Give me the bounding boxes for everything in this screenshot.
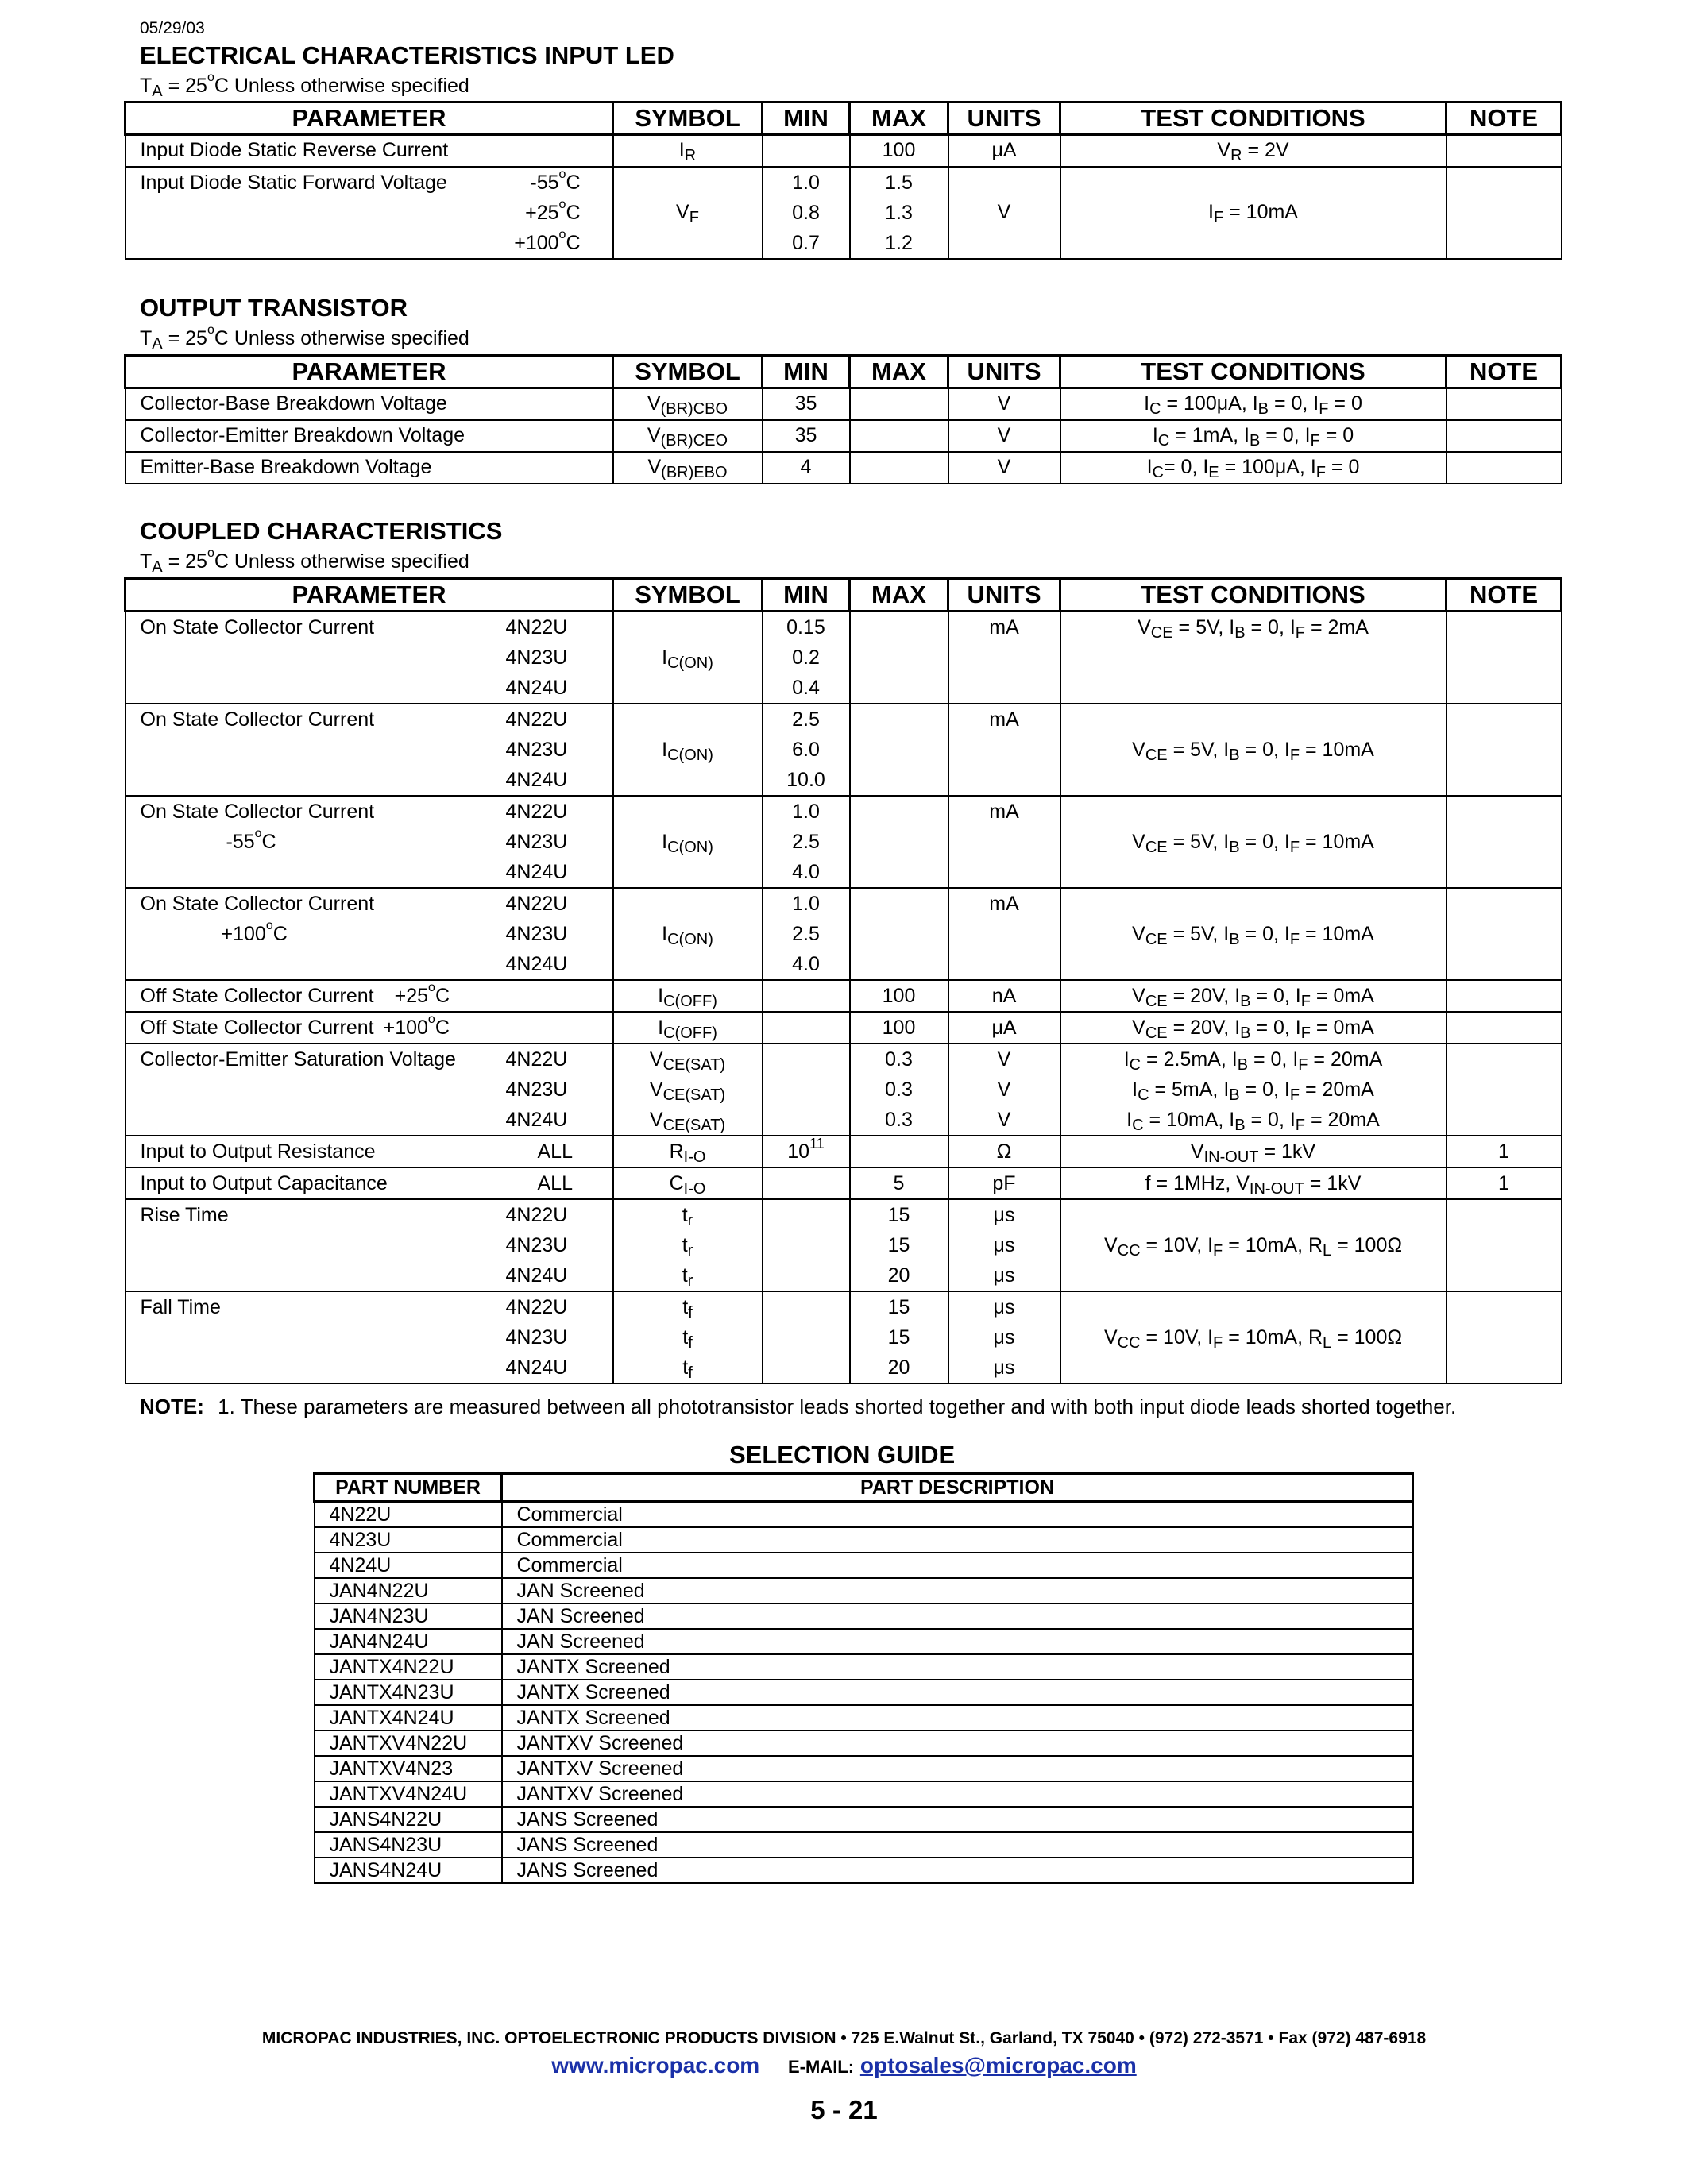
table-header-row (315, 1474, 1413, 1502)
max-cell (850, 452, 948, 484)
parameter-cell: On State Collector Current 4N22U $+100^oC$ 4N23U 4N24U (126, 888, 613, 980)
units-cell: μs μs μs (948, 1291, 1060, 1383)
parameter-cell: Emitter-Base Breakdown Voltage (126, 452, 613, 484)
part-number-cell: JANTX4N23U (315, 1680, 502, 1705)
table-row (315, 1781, 1413, 1807)
table-row (126, 452, 1562, 484)
part-number-cell: 4N23U (315, 1527, 502, 1553)
part-number-cell: JANTX4N24U (315, 1705, 502, 1731)
footnote-text: 1. These parameters are measured between all phototransistor leads shorted together and with both input diode leads shorted together. (218, 1395, 1457, 1418)
test-conditions-cell: $V_{CE} = 5V$, $I_B = 0$, $I_F = 10mA$ (1060, 888, 1447, 980)
ambient-temperature-note-output: $T_A = 25^oC$ Unless otherwise specified (140, 323, 469, 353)
symbol-cell: $V_{(BR)CBO}$ (613, 388, 763, 420)
min-cell: 1.0 2.5 4.0 (763, 796, 850, 888)
note-cell (1447, 888, 1562, 980)
footnote-label: NOTE: (140, 1395, 204, 1418)
part-number-cell: JANTXV4N22U (315, 1731, 502, 1756)
col-header-max: MAX (850, 579, 948, 612)
min-cell (763, 1167, 850, 1199)
output-transistor-table (124, 354, 1562, 484)
test-conditions-cell: $V_{CE} = 5V$, $I_B = 0$, $I_F = 2mA$ (1060, 612, 1447, 704)
table-row (126, 1044, 1562, 1136)
max-cell (850, 704, 948, 796)
units-cell: V (948, 167, 1060, 259)
part-description-cell: JANTX Screened (502, 1654, 1413, 1680)
units-cell: mA (948, 704, 1060, 796)
ambient-temperature-note-led: $T_A = 25^oC$ Unless otherwise specified (140, 71, 469, 100)
min-cell: 4 (763, 452, 850, 484)
units-cell: V (948, 388, 1060, 420)
note-cell (1447, 612, 1562, 704)
table-row (126, 796, 1562, 888)
units-cell: pF (948, 1167, 1060, 1199)
col-header-parameter: PARAMETER (126, 356, 613, 388)
min-cell: 0.15 0.2 0.4 (763, 612, 850, 704)
test-conditions-cell: f = 1MHz, $V_{IN-OUT} = 1kV$ (1060, 1167, 1447, 1199)
table-row (315, 1756, 1413, 1781)
note-cell (1447, 135, 1562, 167)
test-conditions-cell: $V_{CE} = 5V$, $I_B = 0$, $I_F = 10mA$ (1060, 704, 1447, 796)
parameter-cell: On State Collector Current 4N22U 4N23U 4N24U (126, 704, 613, 796)
part-description-cell: JANS Screened (502, 1832, 1413, 1858)
part-description-cell: JAN Screened (502, 1603, 1413, 1629)
table-row (126, 135, 1562, 167)
col-header-units: UNITS (948, 579, 1060, 612)
units-cell: mA (948, 796, 1060, 888)
max-cell: 0.3 0.3 0.3 (850, 1044, 948, 1136)
note-cell (1447, 420, 1562, 452)
coupled-characteristics-table (124, 577, 1562, 1384)
note-cell (1447, 388, 1562, 420)
units-cell: μA (948, 135, 1060, 167)
note-cell (1447, 452, 1562, 484)
min-cell (763, 135, 850, 167)
part-description-cell: JAN Screened (502, 1578, 1413, 1603)
col-header-note: NOTE (1447, 579, 1562, 612)
part-number-cell: JANTXV4N23 (315, 1756, 502, 1781)
max-cell (850, 612, 948, 704)
symbol-cell: $I_{C(OFF)}$ (613, 980, 763, 1012)
table-row (315, 1654, 1413, 1680)
col-header-symbol: SYMBOL (613, 102, 763, 135)
table-row (315, 1553, 1413, 1578)
symbol-cell: $V_{CE(SAT)}$ $V_{CE(SAT)}$ $V_{CE(SAT)}$ (613, 1044, 763, 1136)
part-number-cell: 4N22U (315, 1502, 502, 1528)
symbol-cell: $I_{C(ON)}$ (613, 704, 763, 796)
test-conditions-cell: $I_F = 10mA$ (1060, 167, 1447, 259)
col-header-units: UNITS (948, 102, 1060, 135)
table-row (126, 612, 1562, 704)
symbol-cell: $V_{(BR)CEO}$ (613, 420, 763, 452)
test-conditions-cell: $I_C = 1mA$, $I_B = 0$, $I_F = 0$ (1060, 420, 1447, 452)
units-cell: mA (948, 612, 1060, 704)
note-cell (1447, 167, 1562, 259)
test-conditions-cell: $I_C = 100\mu A$, $I_B = 0$, $I_F = 0$ (1060, 388, 1447, 420)
col-header-test-conditions: TEST CONDITIONS (1060, 579, 1447, 612)
table-row (315, 1807, 1413, 1832)
table-header-row (126, 356, 1562, 388)
selection-guide-table (313, 1472, 1414, 1884)
min-cell (763, 1291, 850, 1383)
parameter-cell: Collector-Emitter Saturation Voltage 4N22U 4N23U 4N24U (126, 1044, 613, 1136)
symbol-cell: $I_R$ (613, 135, 763, 167)
test-conditions-cell: $V_{CC} = 10V$, $I_F = 10mA$, $R_L = 100\Omega$ (1060, 1291, 1447, 1383)
table-row (126, 1012, 1562, 1044)
note-cell (1447, 1199, 1562, 1291)
table-row (315, 1603, 1413, 1629)
col-header-units: UNITS (948, 356, 1060, 388)
test-conditions-cell: $V_{CC} = 10V$, $I_F = 10mA$, $R_L = 100\Omega$ (1060, 1199, 1447, 1291)
table-row (315, 1629, 1413, 1654)
note-cell (1447, 1012, 1562, 1044)
col-header-min: MIN (763, 356, 850, 388)
part-number-cell: JANS4N24U (315, 1858, 502, 1883)
table-header-row (126, 102, 1562, 135)
table-row (315, 1858, 1413, 1883)
website-link[interactable]: www.micropac.com (551, 2053, 760, 2078)
note-cell (1447, 704, 1562, 796)
symbol-cell: $t_r$ $t_r$ $t_r$ (613, 1199, 763, 1291)
symbol-cell: $V_{(BR)EBO}$ (613, 452, 763, 484)
part-description-cell: JANTXV Screened (502, 1756, 1413, 1781)
table-row (126, 420, 1562, 452)
parameter-cell: Input to Output Capacitance ALL (126, 1167, 613, 1199)
contact-line (0, 2053, 1688, 2078)
col-header-max: MAX (850, 356, 948, 388)
part-number-cell: JANTXV4N24U (315, 1781, 502, 1807)
part-description-cell: JAN Screened (502, 1629, 1413, 1654)
min-cell (763, 1012, 850, 1044)
parameter-cell: Input Diode Static Forward Voltage $-55^oC$ $+25^oC$ $+100^oC$ (126, 167, 613, 259)
min-cell: 1.0 2.5 4.0 (763, 888, 850, 980)
part-number-cell: JAN4N22U (315, 1578, 502, 1603)
part-number-cell: JANS4N22U (315, 1807, 502, 1832)
max-cell: 100 (850, 1012, 948, 1044)
part-description-cell: Commercial (502, 1527, 1413, 1553)
test-conditions-cell: $V_{CE} = 20V$, $I_B = 0$, $I_F = 0mA$ (1060, 980, 1447, 1012)
min-cell (763, 1199, 850, 1291)
min-cell: $10^{11}$ (763, 1136, 850, 1167)
input-led-table (124, 101, 1562, 260)
table-row (126, 888, 1562, 980)
part-description-cell: JANS Screened (502, 1858, 1413, 1883)
part-number-cell: JANTX4N22U (315, 1654, 502, 1680)
email-link[interactable]: optosales@micropac.com (859, 2053, 1137, 2078)
units-cell: μA (948, 1012, 1060, 1044)
table-row (315, 1705, 1413, 1731)
max-cell: 15 15 20 (850, 1291, 948, 1383)
min-cell (763, 1044, 850, 1136)
parameter-cell: Off State Collector Current $+100^oC$ (126, 1012, 613, 1044)
company-address: MICROPAC INDUSTRIES, INC. OPTOELECTRONIC PRODUCTS DIVISION • 725 E.Walnut St., Garland, TX 75040 • (972) 272-3571 • Fax (972) 487-6918 (261, 2029, 1427, 2047)
note-cell: 1 (1447, 1136, 1562, 1167)
parameter-cell: Input Diode Static Reverse Current (126, 135, 613, 167)
col-header-part-description: PART DESCRIPTION (502, 1474, 1413, 1502)
max-cell (850, 420, 948, 452)
table-row (126, 980, 1562, 1012)
parameter-cell: On State Collector Current 4N22U -55$^o$C 4N23U 4N24U (126, 796, 613, 888)
col-header-note: NOTE (1447, 102, 1562, 135)
test-conditions-cell: $V_{IN-OUT} = 1kV$ (1060, 1136, 1447, 1167)
table-row (315, 1731, 1413, 1756)
table-row (315, 1502, 1413, 1528)
table-row (315, 1832, 1413, 1858)
note-cell (1447, 1044, 1562, 1136)
parameter-cell: Collector-Base Breakdown Voltage (126, 388, 613, 420)
parameter-cell: Fall Time 4N22U 4N23U 4N24U (126, 1291, 613, 1383)
table-row (126, 167, 1562, 259)
max-cell (850, 388, 948, 420)
units-cell: mA (948, 888, 1060, 980)
col-header-symbol: SYMBOL (613, 356, 763, 388)
col-header-part-number: PART NUMBER (315, 1474, 502, 1502)
units-cell: V (948, 420, 1060, 452)
part-number-cell: JAN4N24U (315, 1629, 502, 1654)
table-row (126, 1199, 1562, 1291)
revision-date: 05/29/03 (140, 19, 205, 37)
part-number-cell: 4N24U (315, 1553, 502, 1578)
units-cell: Ω (948, 1136, 1060, 1167)
col-header-note: NOTE (1447, 356, 1562, 388)
part-description-cell: JANTXV Screened (502, 1731, 1413, 1756)
max-cell (850, 1136, 948, 1167)
symbol-cell: $I_{C(ON)}$ (613, 612, 763, 704)
col-header-test-conditions: TEST CONDITIONS (1060, 102, 1447, 135)
max-cell: 100 (850, 135, 948, 167)
units-cell: V V V (948, 1044, 1060, 1136)
test-conditions-cell: $V_{CE} = 20V$, $I_B = 0$, $I_F = 0mA$ (1060, 1012, 1447, 1044)
selection-guide-title: SELECTION GUIDE (729, 1441, 956, 1468)
min-cell: 35 (763, 420, 850, 452)
units-cell: μs μs μs (948, 1199, 1060, 1291)
units-cell: V (948, 452, 1060, 484)
page-number: 5 - 21 (810, 2095, 878, 2124)
table-row (126, 1291, 1562, 1383)
footnote (140, 1395, 1456, 1419)
test-conditions-cell: $I_C = 2.5mA$, $I_B = 0$, $I_F = 20mA$ $I_C = 5mA$, $I_B = 0$, $I_F = 20mA$ $I_C = 10mA$, $I_B = 0$, $I_F = 20mA$ (1060, 1044, 1447, 1136)
col-header-max: MAX (850, 102, 948, 135)
col-header-min: MIN (763, 102, 850, 135)
parameter-cell: Input to Output Resistance ALL (126, 1136, 613, 1167)
section-title-input-led: ELECTRICAL CHARACTERISTICS INPUT LED (140, 41, 674, 69)
max-cell: 15 15 20 (850, 1199, 948, 1291)
min-cell: 1.0 0.8 0.7 (763, 167, 850, 259)
col-header-min: MIN (763, 579, 850, 612)
section-title-output-transistor: OUTPUT TRANSISTOR (140, 294, 408, 322)
table-row (126, 1167, 1562, 1199)
table-header-row (126, 579, 1562, 612)
max-cell (850, 888, 948, 980)
symbol-cell: $I_{C(ON)}$ (613, 888, 763, 980)
test-conditions-cell: $V_R = 2V$ (1060, 135, 1447, 167)
col-header-test-conditions: TEST CONDITIONS (1060, 356, 1447, 388)
table-row (126, 704, 1562, 796)
part-description-cell: Commercial (502, 1502, 1413, 1528)
table-row (315, 1527, 1413, 1553)
email-label: E-MAIL: (787, 2057, 855, 2077)
max-cell: 5 (850, 1167, 948, 1199)
symbol-cell: $R_{I-O}$ (613, 1136, 763, 1167)
symbol-cell: $C_{I-O}$ (613, 1167, 763, 1199)
symbol-cell: $t_f$ $t_f$ $t_f$ (613, 1291, 763, 1383)
note-cell (1447, 796, 1562, 888)
symbol-cell: $I_{C(OFF)}$ (613, 1012, 763, 1044)
note-cell (1447, 980, 1562, 1012)
part-number-cell: JANS4N23U (315, 1832, 502, 1858)
parameter-cell: On State Collector Current 4N22U 4N23U 4N24U (126, 612, 613, 704)
part-number-cell: JAN4N23U (315, 1603, 502, 1629)
part-description-cell: JANTX Screened (502, 1680, 1413, 1705)
test-conditions-cell: $V_{CE} = 5V$, $I_B = 0$, $I_F = 10mA$ (1060, 796, 1447, 888)
part-description-cell: Commercial (502, 1553, 1413, 1578)
part-description-cell: JANTX Screened (502, 1705, 1413, 1731)
table-row (315, 1578, 1413, 1603)
max-cell: 100 (850, 980, 948, 1012)
col-header-symbol: SYMBOL (613, 579, 763, 612)
units-cell: nA (948, 980, 1060, 1012)
table-row (315, 1680, 1413, 1705)
min-cell: 35 (763, 388, 850, 420)
note-cell (1447, 1291, 1562, 1383)
parameter-cell: Collector-Emitter Breakdown Voltage (126, 420, 613, 452)
symbol-cell: $I_{C(ON)}$ (613, 796, 763, 888)
table-row (126, 1136, 1562, 1167)
max-cell: 1.5 1.3 1.2 (850, 167, 948, 259)
ambient-temperature-note-coupled: $T_A = 25^oC$ Unless otherwise specified (140, 546, 469, 576)
note-cell: 1 (1447, 1167, 1562, 1199)
col-header-parameter: PARAMETER (126, 102, 613, 135)
part-description-cell: JANTXV Screened (502, 1781, 1413, 1807)
parameter-cell: Off State Collector Current $+25^oC$ (126, 980, 613, 1012)
min-cell: 2.5 6.0 10.0 (763, 704, 850, 796)
min-cell (763, 980, 850, 1012)
col-header-parameter: PARAMETER (126, 579, 613, 612)
symbol-cell: $V_F$ (613, 167, 763, 259)
section-title-coupled: COUPLED CHARACTERISTICS (140, 517, 503, 545)
test-conditions-cell: $I_C= 0$, $I_E = 100\mu A$, $I_F = 0$ (1060, 452, 1447, 484)
part-description-cell: JANS Screened (502, 1807, 1413, 1832)
max-cell (850, 796, 948, 888)
parameter-cell: Rise Time 4N22U 4N23U 4N24U (126, 1199, 613, 1291)
table-row (126, 388, 1562, 420)
